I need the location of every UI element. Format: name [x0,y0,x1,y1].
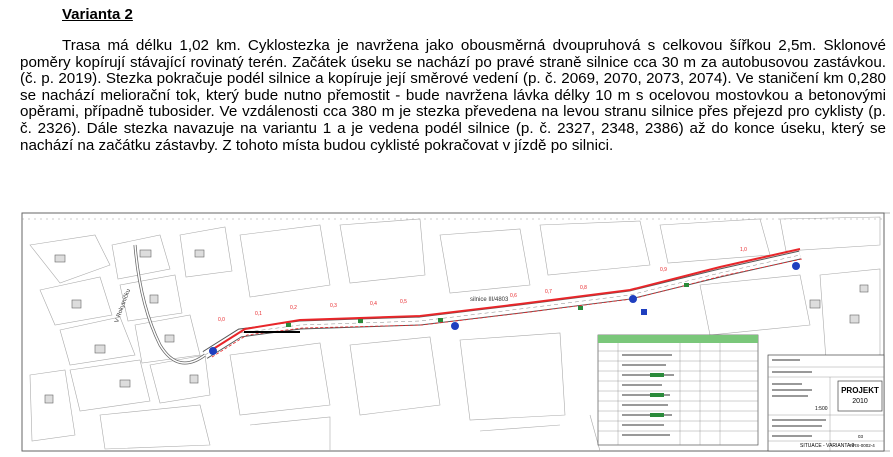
paragraph-text: Trasa má délku 1,02 km. Cyklostezka je navržena jako obousměrná dvoupruhová s celkovou šířkou 2,5m. Sklonové poměry kopírují stávající rovinatý terén. Začátek úseku se nachází po pravé straně silnice cca 30 m za autobusovou zastávkou. (č. p. 2019). Stezka pokračuje podél silnice a kopíruje její směrové vedení (p. č. 2069, 2070, 2073, 2074). Ve staničení km 0,280 se nachází meliorační tok, který bude nutno přemostit - bude navržena lávka délky 10 m s ocelovou mostovkou a betonovými opěrami, případně tubosider. Ve vzdálenosti cca 380 m je stezka převedena na levou stranu silnice přes přejezd pro cyklisty (p. č. 2326). Dále stezka navazuje na variantu 1 a je vedena podél silnice (p. č. 2327, 2348, 2386) až do konce úseku, který se nachází na začátku zástavby. Z tohoto místa budou cyklisté pokračovat v jízdě po silnici. [20,37,886,154]
section-paragraph [20,38,886,154]
svg-text:0,1: 0,1 [255,311,262,317]
svg-text:0,6: 0,6 [510,293,517,299]
svg-text:0,3: 0,3 [330,303,337,309]
sign-table [598,335,758,445]
stamp-year: 2010 [852,398,868,405]
footbridge [244,331,300,333]
svg-text:1,0: 1,0 [740,247,747,253]
svg-text:0,9: 0,9 [660,267,667,273]
sheet-number: 03 [858,434,864,439]
scale-label: 1:500 [815,406,828,412]
svg-text:0,4: 0,4 [370,301,377,307]
svg-text:0,8: 0,8 [580,285,587,291]
stamp-project: PROJEKT [841,386,879,395]
svg-text:0,7: 0,7 [545,289,552,295]
situation-drawing [0,205,893,457]
section-heading: Varianta 2 [62,6,133,23]
svg-text:0,5: 0,5 [400,299,407,305]
drawing-number: PRS-0002-4 [850,443,875,448]
svg-text:0,2: 0,2 [290,305,297,311]
svg-text:0,0: 0,0 [218,317,225,323]
street-label: V Rokytníčku [114,288,132,324]
road-label: silnice III/4803 [470,297,509,303]
title-block-label: SITUACE - VARIANTA 2 [800,443,855,449]
title-block [768,355,884,451]
